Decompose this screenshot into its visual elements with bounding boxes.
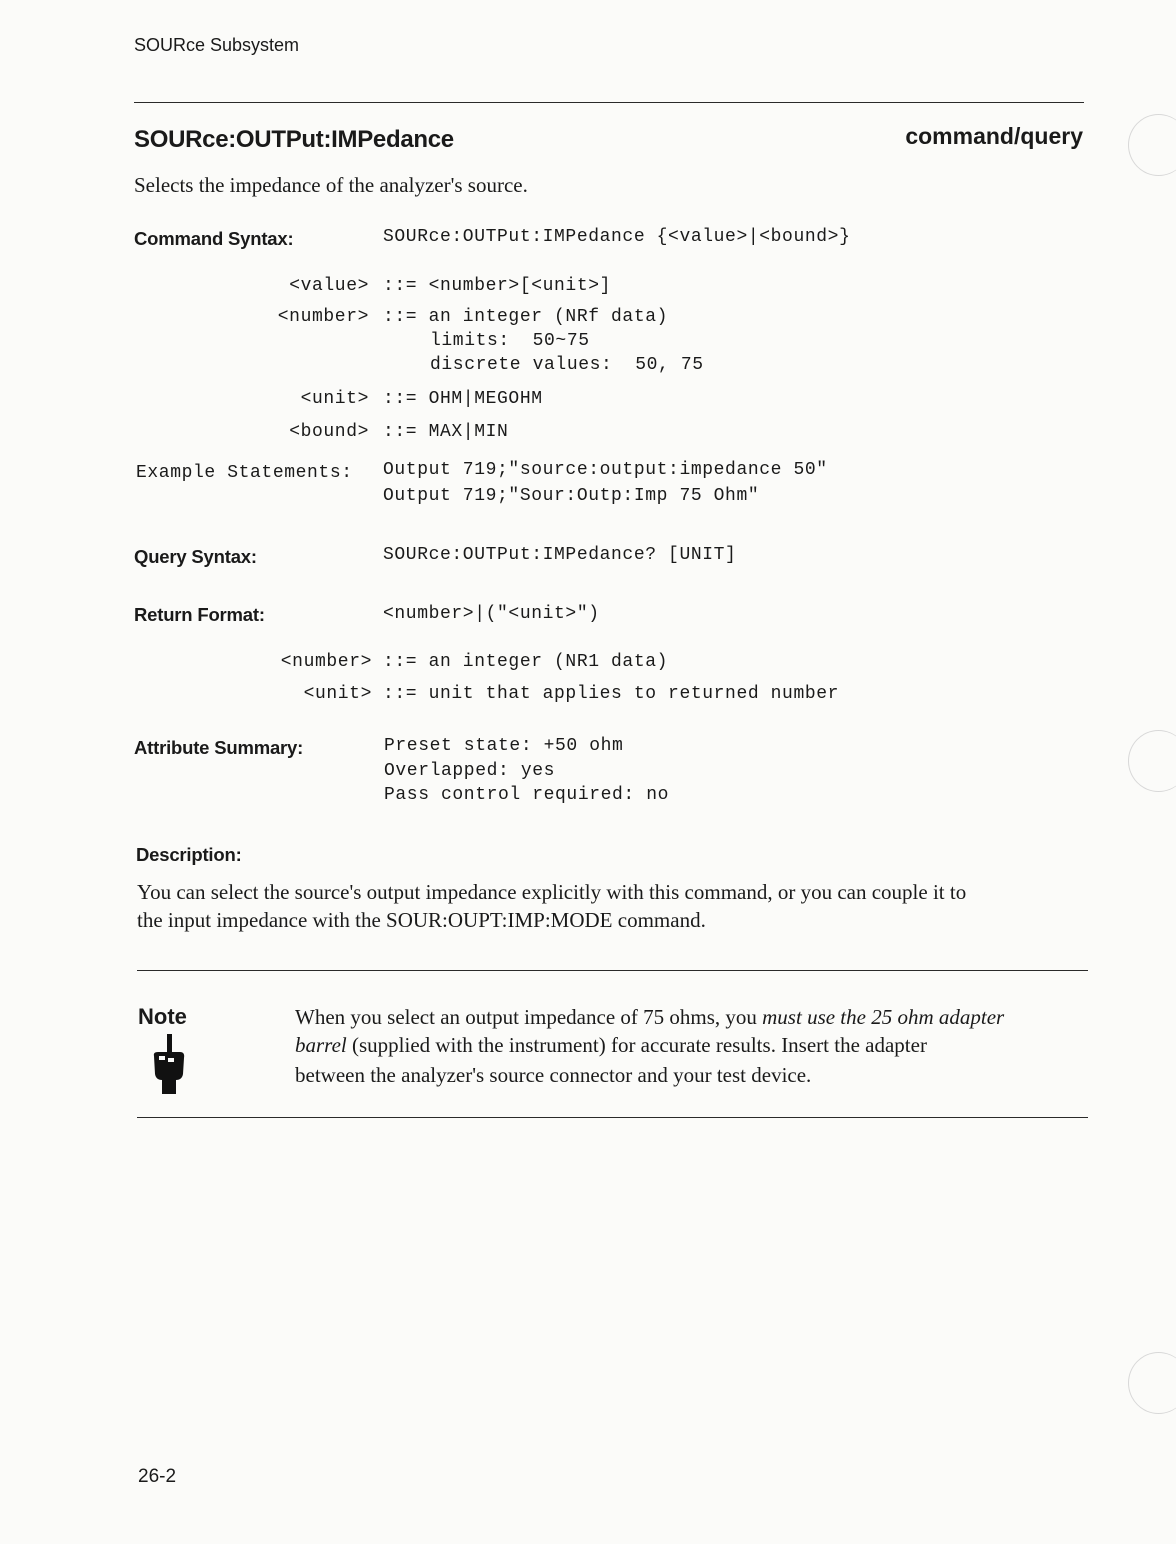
example-line-1: Output 719;"source:output:impedance 50": [383, 460, 828, 480]
running-header: SOURce Subsystem: [134, 35, 300, 55]
header-rule: [134, 102, 1084, 103]
command-type: command/query: [905, 123, 1083, 149]
note-line-2-emphasis: barrel: [295, 1033, 347, 1057]
bnf-term-value: <value>: [289, 276, 369, 296]
bnf-def-value: ::= <number>[<unit>]: [383, 276, 612, 296]
page-number: 26-2: [138, 1466, 177, 1487]
note-line-2: [295, 1031, 927, 1059]
query-syntax-label: Query Syntax:: [134, 546, 257, 567]
bnf-term-number: <number>: [277, 307, 369, 327]
bnf-def-unit: ::= OHM|MEGOHM: [383, 389, 543, 409]
note-line-3: between the analyzer's source connector and your test device.: [295, 1063, 812, 1087]
return-format-label: Return Format:: [134, 604, 265, 625]
example-statements-label: Example Statements:: [136, 463, 353, 483]
description-line-2: the input impedance with the SOUR:OUPT:IMP:MODE command.: [137, 908, 706, 932]
note-bottom-rule: [137, 1117, 1088, 1118]
bnf-def-number: ::= an integer (NRf data): [383, 307, 669, 327]
return-term-unit: <unit>: [303, 684, 372, 704]
attribute-overlapped: Overlapped: yes: [384, 761, 556, 781]
bnf-term-unit: <unit>: [300, 389, 369, 409]
return-term-number: <number>: [280, 652, 372, 672]
return-def-number: ::= an integer (NR1 data): [383, 652, 669, 672]
return-format: <number>|("<unit>"): [383, 604, 600, 624]
note-line-1-emphasis: must use the 25 ohm adapter: [762, 1005, 1005, 1029]
attribute-preset: Preset state: +50 ohm: [384, 736, 624, 756]
attribute-pass-control: Pass control required: no: [384, 785, 670, 805]
note-line-1-text: When you select an output impedance of 75 ohms, you: [295, 1005, 763, 1029]
attribute-summary-label: Attribute Summary:: [134, 737, 304, 758]
bnf-def-bound: ::= MAX|MIN: [383, 422, 509, 442]
note-label: Note: [138, 1004, 187, 1029]
note-line-2-text: (supplied with the instrument) for accurate results. Insert the adapter: [346, 1033, 927, 1057]
command-syntax: SOURce:OUTPut:IMPedance {<value>|<bound>}: [383, 227, 851, 247]
command-syntax-label: Command Syntax:: [134, 228, 294, 249]
pointing-hand-icon: [150, 1034, 190, 1094]
note-top-rule: [137, 970, 1088, 971]
punch-hole-top: [1128, 114, 1176, 176]
description-label: Description:: [136, 844, 242, 865]
example-line-2: Output 719;"Sour:Outp:Imp 75 Ohm": [383, 486, 760, 506]
bnf-term-bound: <bound>: [289, 422, 369, 442]
punch-hole-middle: [1128, 730, 1176, 792]
intro-text: Selects the impedance of the analyzer's source.: [134, 173, 528, 197]
description-line-1: You can select the source's output impedance explicitly with this command, or you can couple it to: [137, 880, 967, 904]
bnf-number-limits: limits: 50~75: [430, 331, 590, 351]
query-syntax: SOURce:OUTPut:IMPedance? [UNIT]: [383, 545, 737, 565]
return-def-unit: ::= unit that applies to returned number: [383, 684, 840, 704]
bnf-number-discrete: discrete values: 50, 75: [430, 355, 704, 375]
command-title: SOURce:OUTPut:IMPedance: [134, 126, 454, 153]
punch-hole-bottom: [1128, 1352, 1176, 1414]
note-line-1: [295, 1003, 1004, 1031]
